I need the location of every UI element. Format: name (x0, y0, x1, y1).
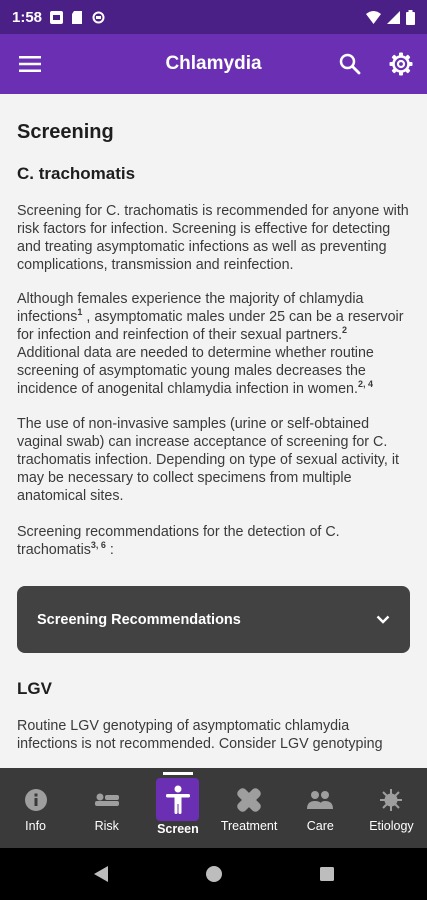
menu-button[interactable] (0, 34, 60, 94)
paragraph-non-invasive-samples: The use of non-invasive samples (urine or self-obtained vaginal swab) can increase acceptance of screening for C. trachomatis infection. Depending on type of sexual activity, it may be necessary to collect specimens from multiple anatomical sites. (17, 416, 399, 504)
paragraph-text: , asymptomatic males under 25 can be a reservoir for infection and reinfection of their sexual partners. (17, 309, 404, 343)
subsection-heading: C. trachomatis (17, 164, 136, 183)
sync-icon (92, 11, 105, 24)
chevron-down-icon (376, 615, 390, 624)
lgv-heading: LGV (17, 679, 52, 698)
accordion-label: Screening Recommendations (37, 611, 241, 628)
search-icon (339, 53, 361, 75)
search-button[interactable] (330, 44, 370, 84)
nav-etiology[interactable] (356, 768, 427, 848)
reference-superscript[interactable]: 2, 4 (357, 379, 373, 390)
nav-etiology-label: Etiology (369, 819, 414, 833)
nav-treatment-label: Treatment (220, 819, 278, 833)
bottom-navigation (0, 768, 427, 848)
recents-icon[interactable] (320, 867, 334, 881)
nav-risk-label: Risk (94, 819, 119, 833)
bandage-icon (237, 788, 261, 812)
paragraph-text: Although females experience the majority of chlamydia infections (17, 291, 364, 325)
back-icon[interactable] (94, 866, 108, 882)
reference-superscript[interactable]: 3, 6 (90, 540, 106, 551)
nav-risk[interactable] (71, 768, 142, 848)
home-icon[interactable] (206, 866, 222, 882)
page-title: Chlamydia (165, 53, 262, 74)
people-icon (307, 790, 333, 810)
wifi-icon (366, 11, 381, 24)
gear-icon (389, 52, 413, 76)
notification-icon (50, 11, 63, 24)
paragraph-screening-recommended: Screening for C. trachomatis is recommended for anyone with risk factors for infection. Screening is effective for detecting and treating asymptomatic infections as well as preventing complications, transmission and reinfection. (17, 203, 409, 273)
nav-screen[interactable] (142, 768, 213, 848)
sd-card-icon (71, 11, 84, 24)
paragraph-text: : (105, 542, 114, 558)
app-bar (0, 34, 427, 94)
nav-info[interactable] (0, 768, 71, 848)
info-icon (24, 788, 48, 812)
nav-screen-label: Screen (157, 822, 199, 836)
risk-icon (94, 790, 120, 810)
settings-button[interactable] (381, 44, 421, 84)
battery-icon (406, 10, 415, 25)
status-bar (0, 0, 427, 34)
nav-info-label: Info (25, 819, 47, 833)
paragraph-text: Screening recommendations for the detection of C. trachomatis (17, 524, 340, 558)
nav-treatment[interactable] (214, 768, 285, 848)
system-navigation-bar (0, 848, 427, 900)
paragraph-females (17, 290, 410, 398)
nav-care[interactable] (285, 768, 356, 848)
signal-icon (387, 11, 400, 24)
hamburger-icon (19, 56, 41, 72)
paragraph-lgv: Routine LGV genotyping of asymptomatic chlamydia infections is not recommended. Consider LGV genotyping (17, 718, 383, 752)
accessibility-person-icon (165, 785, 191, 815)
paragraph-text: Additional data are needed to determine whether routine screening of asymptomatic young males decreases the incidence of anogenital chlamydia infection in women. (17, 345, 374, 397)
status-time: 1:58 (12, 8, 43, 26)
reference-superscript[interactable]: 2 (342, 325, 348, 336)
virus-icon (379, 788, 403, 812)
content-area[interactable] (0, 94, 427, 768)
reference-superscript[interactable]: 1 (77, 307, 83, 318)
screening-recommendations-accordion[interactable] (17, 586, 410, 653)
nav-care-label: Care (306, 819, 334, 833)
section-heading: Screening (17, 121, 114, 143)
paragraph-recommendations-intro (17, 523, 410, 559)
